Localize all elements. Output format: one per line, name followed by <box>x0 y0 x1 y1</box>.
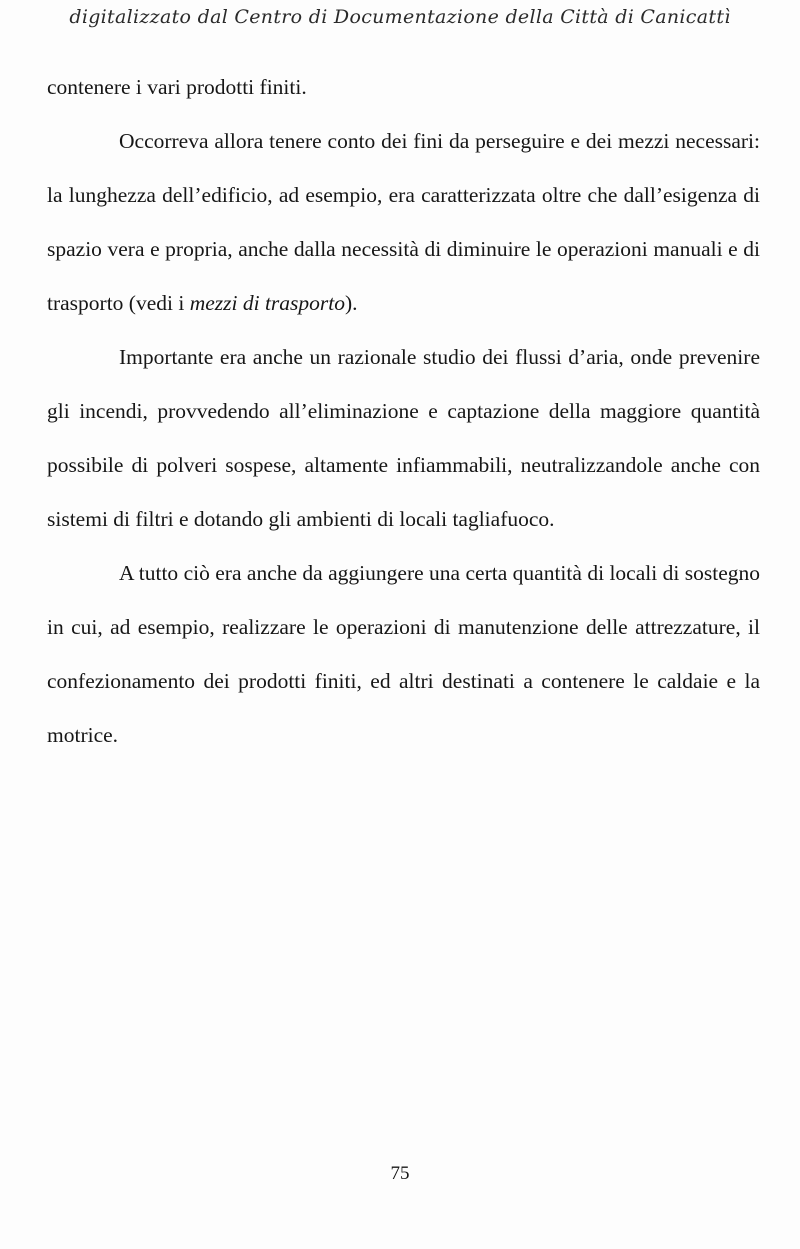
paragraph-text: Importante era anche un razionale studio dei flussi d’aria, onde prevenire gli incendi, provvedendo all’eliminazione e captazione della maggiore quantità possibile di polveri sospese, altamente infiammabili, neutralizzandole anche con sistemi di filtri e dotando gli ambienti di locali tagliafuoco. <box>47 345 760 531</box>
paragraph-text: A tutto ciò era anche da aggiungere una certa quantità di locali di sostegno in cui, ad esempio, realizzare le operazioni di manutenzione delle attrezzature, il confezionamento dei prodotti finiti, ed altri destinati a contenere le caldaie e la motrice. <box>47 561 760 747</box>
paragraph-text-end: ). <box>345 291 358 315</box>
page-number: 75 <box>390 1163 410 1184</box>
paragraph <box>47 114 760 330</box>
paragraph <box>47 330 760 546</box>
paragraph-text: contenere i vari prodotti finiti. <box>47 75 307 99</box>
paragraph-text: Occorreva allora tenere conto dei fini da perseguire e dei mezzi necessari: la lunghezza dell’edificio, ad esempio, era caratterizzata oltre che dall’esigenza di spazio vera e propria, anche dalla necessità di diminuire le operazioni manuali e di trasporto (vedi i <box>47 129 760 315</box>
paragraph <box>47 546 760 762</box>
italic-reference: mezzi di trasporto <box>189 291 346 315</box>
digitization-watermark: digitalizzato dal Centro di Documentazione della Città di Canicattì <box>69 6 731 28</box>
paragraph-continuation <box>47 60 760 114</box>
body-text <box>47 60 760 762</box>
